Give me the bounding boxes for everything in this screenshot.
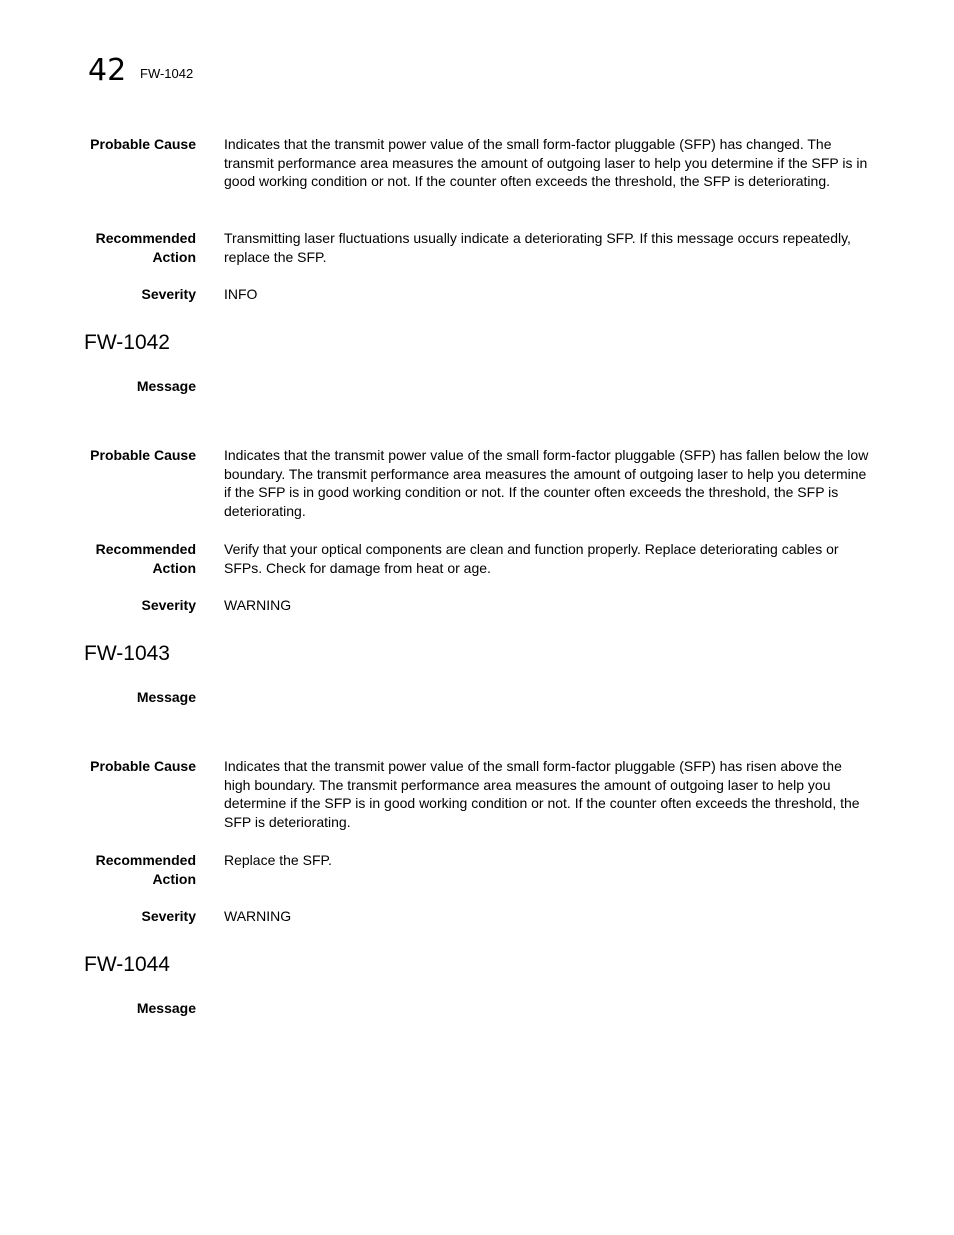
recommended-label-line1: Recommended xyxy=(95,541,196,557)
section-title: FW-1043 xyxy=(84,642,170,665)
recommended-label-line2: Action xyxy=(152,560,196,576)
recommended-action-text: Verify that your optical components are clean and function properly. Replace deteriorating cables or SFPs. Check for damage from heat or age. xyxy=(224,541,839,576)
severity-value: INFO xyxy=(224,286,258,302)
probable-cause-label: Probable Cause xyxy=(90,136,196,152)
probable-cause-label: Probable Cause xyxy=(90,447,196,463)
running-header-title: FW-1042 xyxy=(140,66,194,81)
recommended-label-line1: Recommended xyxy=(95,230,196,246)
recommended-action-label xyxy=(60,851,196,889)
severity-label: Severity xyxy=(141,908,196,924)
recommended-action-label xyxy=(60,229,196,267)
severity-label: Severity xyxy=(141,286,196,302)
recommended-action-text: Transmitting laser fluctuations usually indicate a deteriorating SFP. If this message occurs repeatedly, replace the SFP. xyxy=(224,230,851,265)
recommended-label-line1: Recommended xyxy=(95,852,196,868)
message-label: Message xyxy=(136,1000,196,1016)
probable-cause-label: Probable Cause xyxy=(90,758,196,774)
probable-cause-text: Indicates that the transmit power value of the small form-factor pluggable (SFP) has risen above the high boundary. The transmit performance area measures the amount of outgoing laser to help you determine if the SFP is in good working condition or not. If the counter often exceeds the threshold, the SFP is deteriorating. xyxy=(224,758,860,830)
chapter-number: 42 xyxy=(88,53,127,88)
message-label: Message xyxy=(136,378,196,394)
probable-cause-text: Indicates that the transmit power value of the small form-factor pluggable (SFP) has changed. The transmit performance area measures the amount of outgoing laser to help you determine if the SFP is in good working condition or not. If the counter often exceeds the threshold, the SFP is deteriorating. xyxy=(224,136,868,189)
severity-value: WARNING xyxy=(224,597,292,613)
severity-value: WARNING xyxy=(224,908,292,924)
recommended-label-line2: Action xyxy=(152,249,196,265)
recommended-action-text: Replace the SFP. xyxy=(224,852,332,868)
recommended-action-label xyxy=(60,540,196,578)
section-title: FW-1042 xyxy=(84,331,170,354)
probable-cause-text: Indicates that the transmit power value of the small form-factor pluggable (SFP) has fallen below the low boundary. The transmit performance area measures the amount of outgoing laser to help you determine if the SFP is in good working condition or not. If the counter often exceeds the threshold, the SFP is deteriorating. xyxy=(224,447,869,519)
severity-label: Severity xyxy=(141,597,196,613)
message-label: Message xyxy=(136,689,196,705)
recommended-label-line2: Action xyxy=(152,871,196,887)
section-title: FW-1044 xyxy=(84,953,170,976)
